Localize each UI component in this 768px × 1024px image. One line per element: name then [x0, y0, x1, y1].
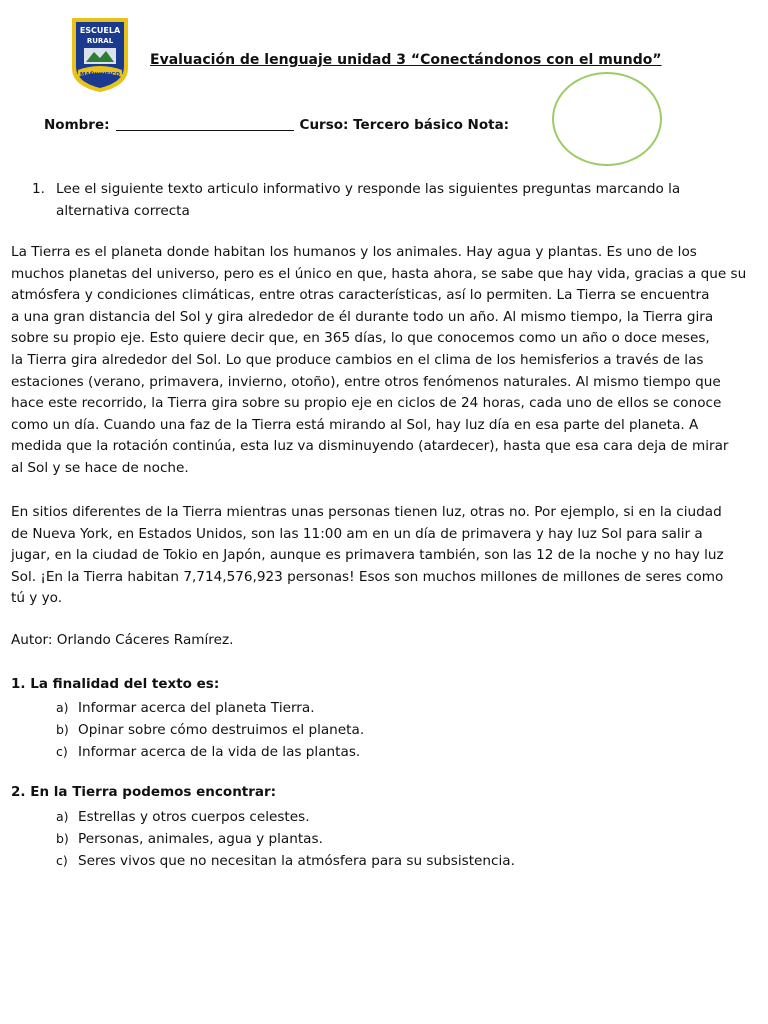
instruction-text: Lee el siguiente texto articulo informativo y responde las siguientes preguntas marcando la alternativa correcta	[56, 181, 681, 219]
option-text: Opinar sobre cómo destruimos el planeta.	[78, 722, 365, 738]
option-text: Seres vivos que no necesitan la atmósfera para su subsistencia.	[78, 853, 515, 869]
option-text: Informar acerca de la vida de las plantas.	[78, 744, 361, 760]
reading-paragraph-2: En sitios diferentes de la Tierra mientras unas personas tienen luz, otras no. Por ejemplo, si en la ciudad de Nueva York, en Estados Unidos, son las 11:00 am en un día de primavera y hay luz Sol para salir a jugar, en la ciudad de Tokio en Japón, aunque es primavera también, son las 12 de la noche y no hay luz Sol. ¡En la Tierra habitan 7,714,576,923 personas! Esos son muchos millones de millones de seres como tú y yo.	[11, 504, 724, 607]
question-1-options	[56, 697, 364, 763]
option-text: Informar acerca del planeta Tierra.	[78, 700, 315, 716]
grade-circle[interactable]	[552, 72, 662, 166]
question-2-option-b[interactable]	[56, 828, 515, 850]
option-letter: b)	[56, 831, 69, 846]
page-title: Evaluación de lenguaje unidad 3 “Conectándonos con el mundo”	[150, 52, 662, 68]
logo-line-1: ESCUELA	[79, 26, 121, 35]
question-2-options	[56, 806, 515, 872]
option-letter: a)	[56, 700, 69, 715]
question-2-option-c[interactable]	[56, 850, 515, 872]
logo-line-3: MAÑIHUEICO	[80, 72, 120, 78]
option-letter: a)	[56, 809, 69, 824]
name-blank-line[interactable]	[116, 130, 294, 131]
option-text: Personas, animales, agua y plantas.	[78, 831, 323, 847]
student-info-row	[44, 117, 509, 133]
name-label: Nombre:	[44, 117, 110, 133]
reading-paragraph-1: La Tierra es el planeta donde habitan los humanos y los animales. Hay agua y plantas. Es uno de los muchos planetas del universo, pero es el único en que, hasta ahora, se sabe que hay vida, gracias a que su atmósfera y condiciones climáticas, entre otras características, así lo permiten. La Tierra se encuentra a una gran distancia del Sol y gira alrededor de él durante todo un año. Al mismo tiempo, la Tierra gira sobre su propio eje. Esto quiere decir que, en 365 días, lo que conocemos como un año o doce meses, la Tierra gira alrededor del Sol. Lo que produce cambios en el clima de los hemisferios a través de las estaciones (verano, primavera, invierno, otoño), entre otros fenómenos naturales. Al mismo tiempo que hace este recorrido, la Tierra gira sobre su propio eje en ciclos de 24 horas, cada uno de ellos se conoce como un día. Cuando una faz de la Tierra está mirando al Sol, hay luz día en esa parte del planeta. A medida que la rotación continúa, esta luz va disminuyendo (atardecer), hasta que esa cara deja de mirar al Sol y se hace de noche.	[11, 244, 747, 476]
school-logo	[70, 16, 130, 94]
option-letter: c)	[56, 744, 68, 759]
question-1-option-c[interactable]	[56, 741, 364, 763]
option-letter: c)	[56, 853, 68, 868]
question-2-prompt: 2. En la Tierra podemos encontrar:	[11, 784, 277, 800]
logo-line-2: RURAL	[86, 37, 114, 45]
question-1-option-b[interactable]	[56, 719, 364, 741]
question-2-option-a[interactable]	[56, 806, 515, 828]
option-letter: b)	[56, 722, 69, 737]
author-line: Autor: Orlando Cáceres Ramírez.	[11, 632, 234, 648]
course-grade-label: Curso: Tercero básico Nota:	[299, 117, 510, 133]
question-1-prompt: 1. La finalidad del texto es:	[11, 676, 220, 692]
option-text: Estrellas y otros cuerpos celestes.	[78, 809, 310, 825]
question-1-option-a[interactable]	[56, 697, 364, 719]
instruction	[32, 178, 712, 222]
instruction-number: 1.	[32, 181, 45, 197]
